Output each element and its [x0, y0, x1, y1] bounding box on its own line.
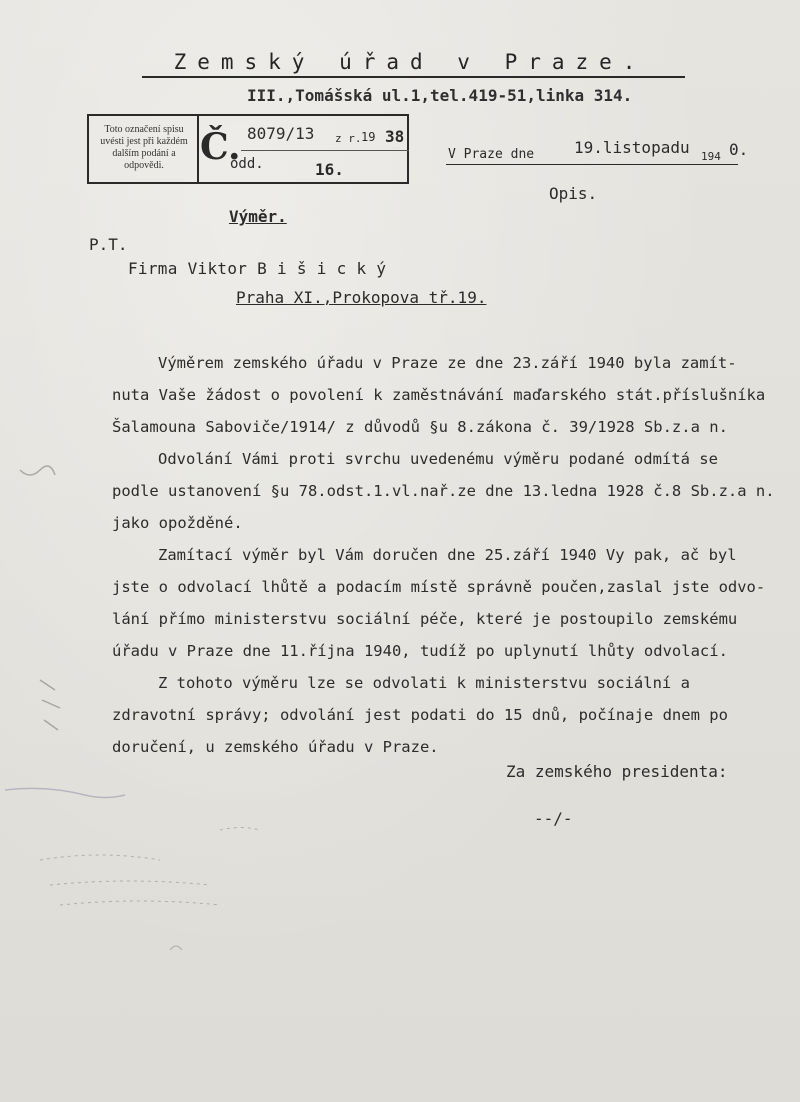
body-line: doručení, u zemského úřadu v Praze.	[112, 738, 439, 756]
dateline-year-suffix: 0.	[729, 140, 749, 159]
addressee-street: Praha XI.,Prokopova tř.19.	[236, 288, 487, 307]
salutation: P.T.	[89, 235, 128, 254]
dateline-date: 19.listopadu	[574, 138, 690, 157]
body-line: jste o odvolací lhůtě a podacím místě správně poučen,zaslal jste odvo-	[112, 578, 766, 596]
reference-zr-label: z r.	[335, 132, 362, 145]
body-line: zdravotní správy; odvolání jest podati do 15 dnů, počínaje dnem po	[112, 706, 728, 724]
dateline-place: V Praze dne	[448, 147, 535, 162]
dateline-year-prefix: 194	[701, 150, 721, 163]
body-line: nuta Vaše žádost o povolení k zaměstnávání maďarského stát.příslušníka	[112, 386, 766, 404]
reference-odd-number: 16.	[315, 160, 344, 179]
body-line: Šalamouna Saboviče/1914/ z důvodů §u 8.zákona č. 39/1928 Sb.z.a n.	[112, 418, 728, 436]
reference-c-label: Č.	[200, 126, 241, 168]
office-title: Zemský úřad v Praze.	[173, 50, 647, 74]
reference-year-suffix: 38	[385, 127, 405, 146]
body-line: lání přímo ministerstvu sociální péče, které je postoupilo zemskému	[112, 610, 738, 628]
addressee-firm: Firma Viktor B i š i c k ý	[128, 259, 387, 278]
office-address: III.,Tomášská ul.1,tel.419-51,linka 314.	[247, 86, 633, 105]
body-line: Z tohoto výměru lze se odvolati k ministerstvu sociální a	[158, 674, 690, 692]
reference-number: 8079/13	[247, 124, 315, 143]
reference-odd-label: odd.	[230, 156, 264, 172]
copy-mark: Opis.	[549, 184, 598, 203]
signature-line: Za zemského presidenta:	[506, 762, 728, 781]
signature-mark: --/-	[534, 809, 573, 828]
reference-year-prefix: 19	[361, 130, 376, 144]
body-line: Výměrem zemského úřadu v Praze ze dne 23.září 1940 byla zamít-	[158, 354, 737, 372]
body-line: Zamítací výměr byl Vám doručen dne 25.září 1940 Vy pak, ač byl	[158, 546, 737, 564]
reference-note: Toto označení spisu uvésti jest při každém dalším podání a odpovědi.	[100, 124, 188, 171]
document-title: Výměr.	[229, 207, 287, 226]
body-line: Odvolání Vámi proti svrchu uvedenému výměru podané odmítá se	[158, 450, 718, 468]
body-line: úřadu v Praze dne 11.října 1940, tudíž po uplynutí lhůty odvolací.	[112, 642, 728, 660]
body-line: podle ustanovení §u 78.odst.1.vl.nař.ze dne 13.ledna 1928 č.8 Sb.z.a n.	[112, 482, 775, 500]
body-line: jako opožděné.	[112, 514, 243, 532]
